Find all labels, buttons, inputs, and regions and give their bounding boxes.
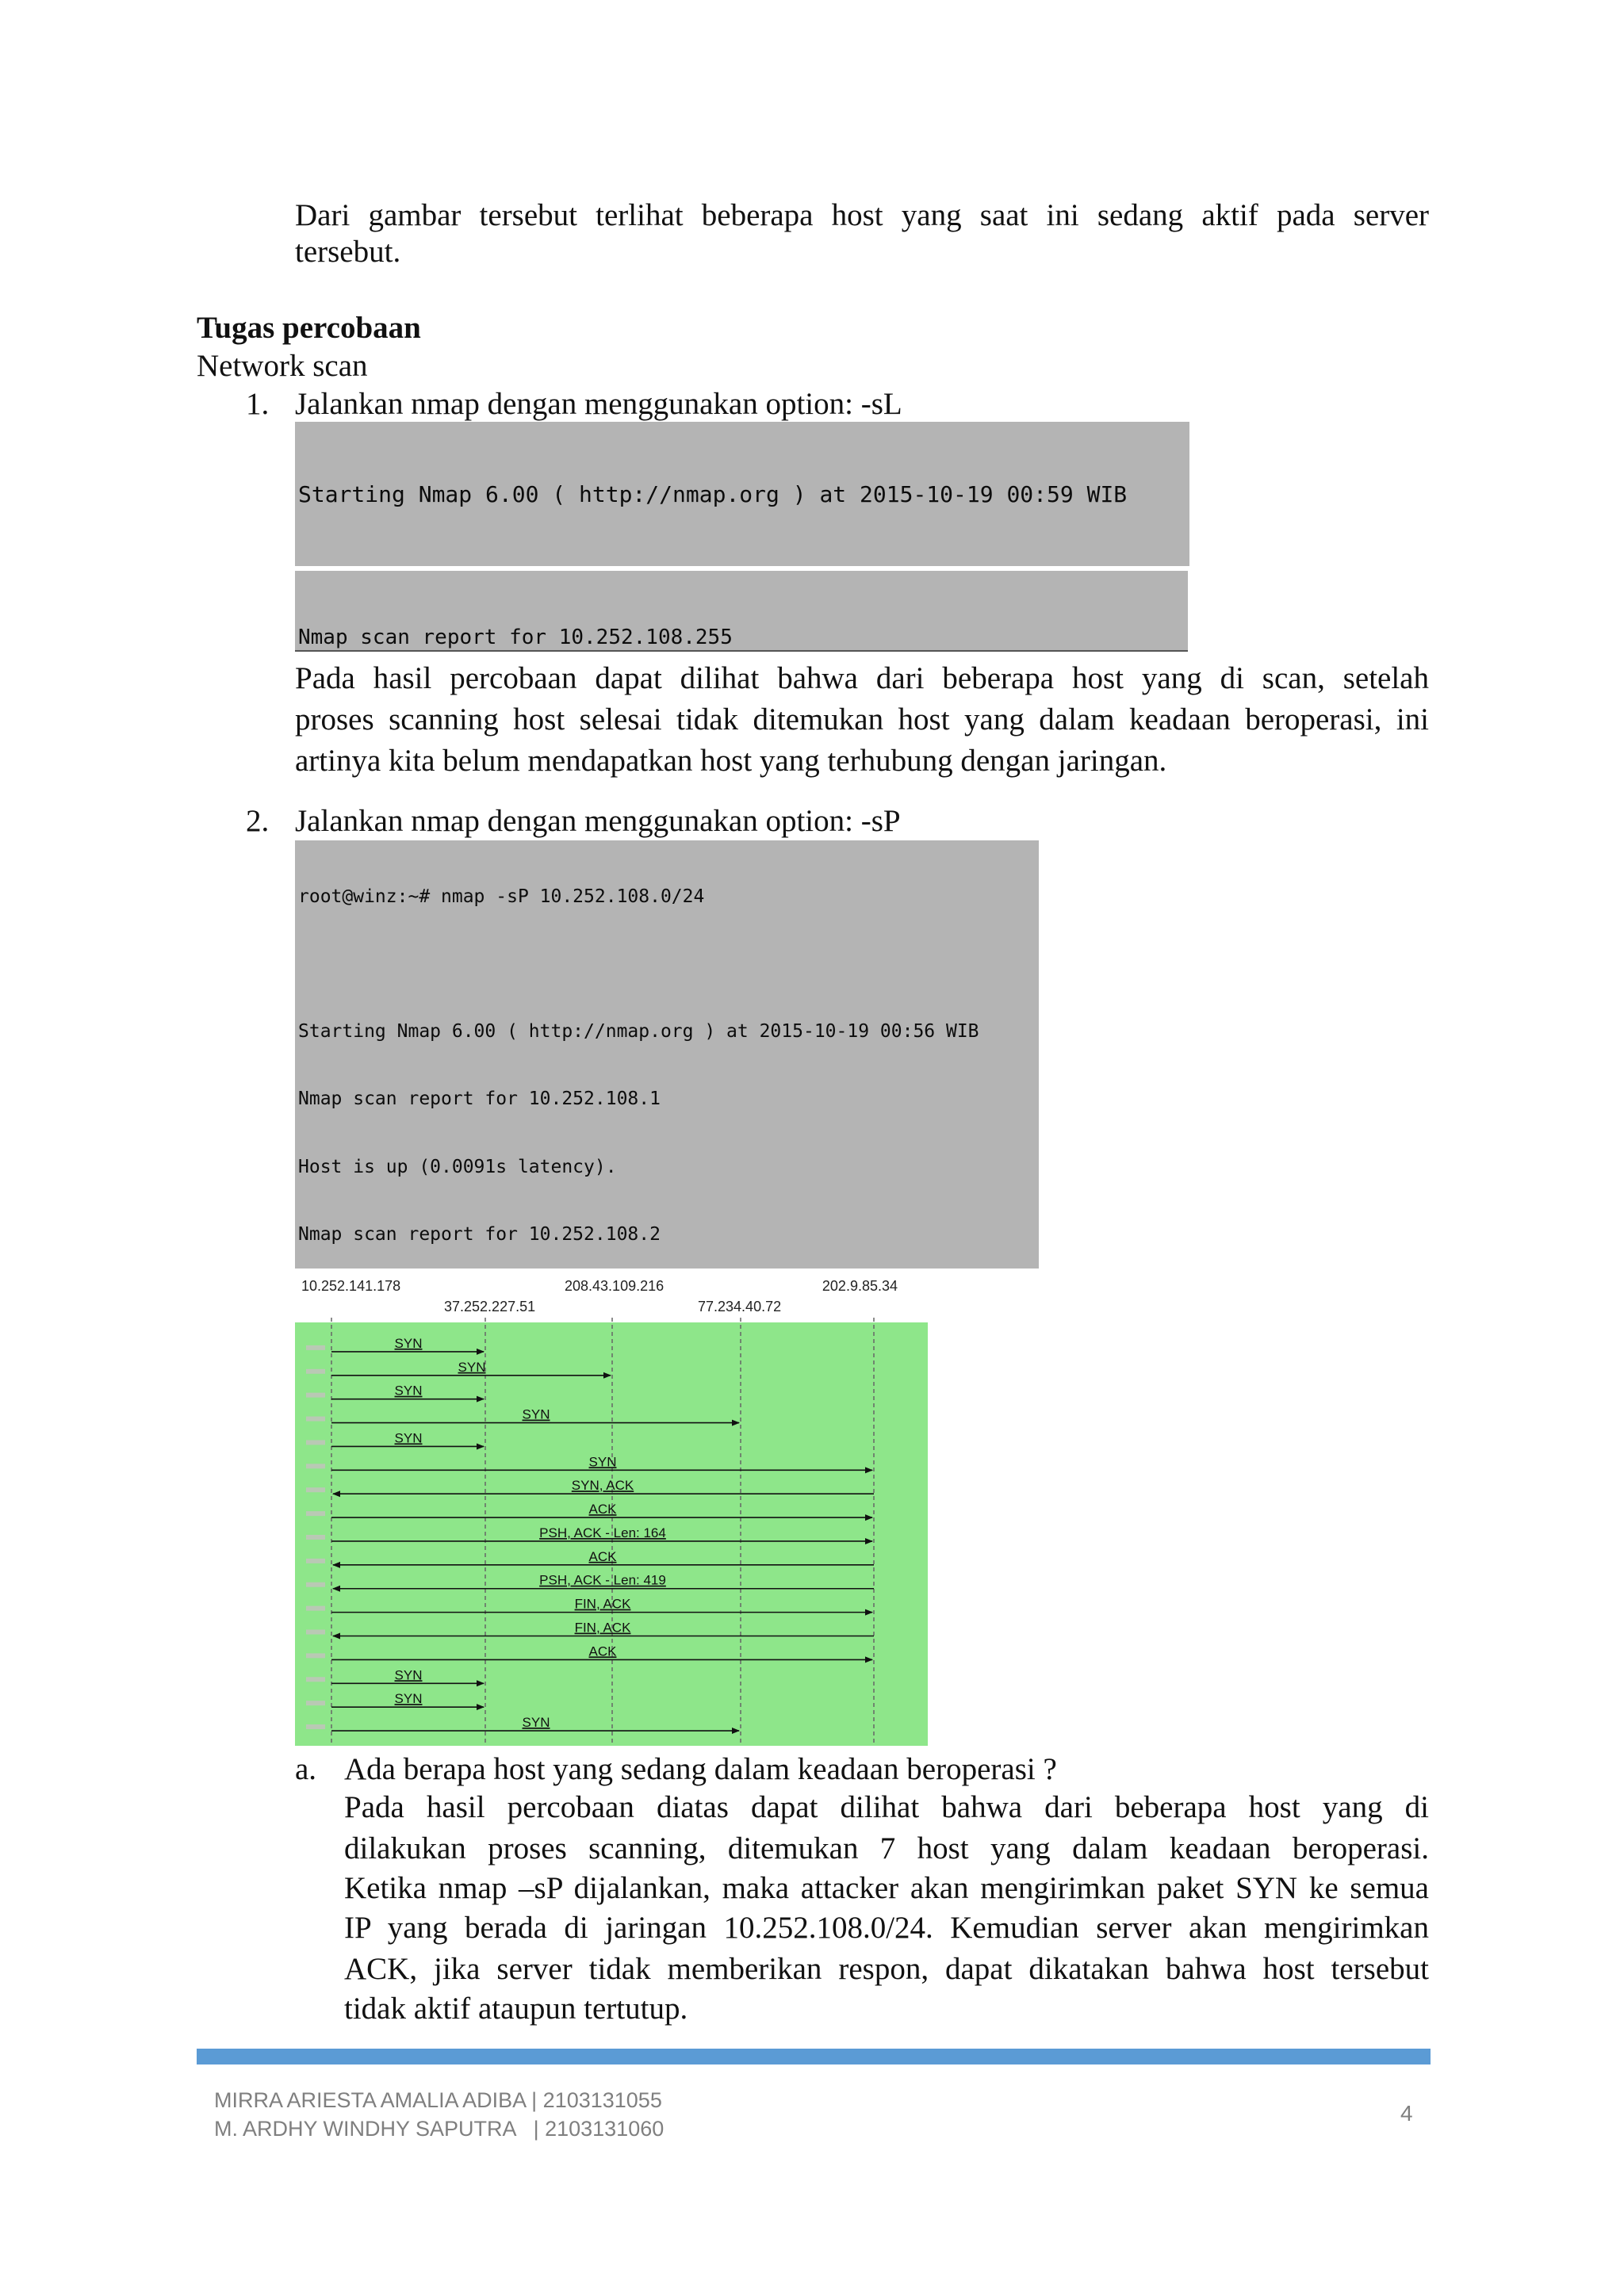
terminal-sl-top: [295, 422, 1189, 566]
question-a-letter: a.: [295, 1752, 317, 1786]
frame-marker: [306, 1582, 325, 1587]
tcp-flow-svg: [295, 1270, 928, 1746]
intro-line-1: Dari gambar tersebut terlihat beberapa host yang saat ini sedang aktif pada server: [295, 198, 1429, 232]
message-label: FIN, ACK: [574, 1620, 631, 1636]
frame-marker: [306, 1487, 325, 1492]
frame-marker: [306, 1417, 325, 1422]
footer-author-1: MIRRA ARIESTA AMALIA ADIBA | 2103131055: [214, 2088, 662, 2112]
message-label: SYN: [394, 1430, 423, 1446]
terminal-line: Nmap scan report for 10.252.108.1: [298, 1089, 661, 1110]
frame-marker: [306, 1440, 325, 1445]
frame-marker: [306, 1701, 325, 1705]
message-label: PSH, ACK - Len: 164: [539, 1525, 666, 1540]
terminal-line: Nmap scan report for 10.252.108.255: [298, 626, 733, 649]
frame-marker: [306, 1369, 325, 1374]
intro-line-2: tersebut.: [295, 235, 401, 269]
question-a-para-line-3: Ketika nmap –sP dijalankan, maka attacker akan mengirimkan paket SYN ke semua: [344, 1871, 1429, 1905]
message-label: PSH, ACK - Len: 419: [539, 1572, 666, 1588]
message-label: FIN, ACK: [574, 1596, 631, 1612]
item-1-number: 1.: [246, 387, 270, 421]
terminal-sp: [295, 840, 1039, 1269]
terminal-line: Starting Nmap 6.00 ( http://nmap.org ) at 2015-10-19 00:59 WIB: [298, 481, 1128, 507]
frame-marker: [306, 1464, 325, 1468]
footer-author-2: M. ARDHY WINDHY SAPUTRA | 2103131060: [214, 2117, 665, 2141]
message-label: ACK: [588, 1548, 617, 1564]
tcp-flow-diagram: [295, 1270, 928, 1746]
message-label: SYN: [394, 1667, 423, 1683]
host-label: 37.252.227.51: [444, 1299, 536, 1314]
frame-marker: [306, 1511, 325, 1516]
message-label: SYN: [522, 1406, 550, 1422]
message-label: SYN: [458, 1359, 486, 1375]
item-2-text: Jalankan nmap dengan menggunakan option: -sP: [295, 804, 901, 838]
footer-bar: [197, 2049, 1431, 2064]
host-label: 202.9.85.34: [822, 1278, 898, 1294]
frame-marker: [306, 1724, 325, 1729]
frame-marker: [306, 1535, 325, 1540]
host-label: 208.43.109.216: [565, 1278, 665, 1294]
item-1-text: Jalankan nmap dengan menggunakan option: -sL: [295, 387, 902, 421]
message-label: ACK: [588, 1502, 617, 1517]
question-a-para-line-5: ACK, jika server tidak memberikan respon, dapat dikatakan bahwa host tersebut: [344, 1952, 1429, 1986]
message-label: SYN, ACK: [571, 1478, 634, 1494]
terminal-line: Nmap scan report for 10.252.108.2: [298, 1223, 661, 1245]
frame-marker: [306, 1345, 325, 1350]
message-label: ACK: [588, 1644, 617, 1659]
message-label: SYN: [394, 1383, 423, 1399]
item-1-para-line-1: Pada hasil percobaan dapat dilihat bahwa dari beberapa host yang di scan, setelah: [295, 661, 1429, 695]
message-label: SYN: [394, 1691, 423, 1707]
host-label: 10.252.141.178: [301, 1278, 401, 1294]
message-label: SYN: [588, 1454, 617, 1470]
terminal-line: [298, 953, 1039, 975]
message-label: SYN: [394, 1335, 423, 1351]
question-a-text: Ada berapa host yang sedang dalam keadaan beroperasi ?: [344, 1752, 1057, 1786]
item-1-para-line-2: proses scanning host selesai tidak ditemukan host yang dalam keadaan beroperasi, ini: [295, 702, 1429, 737]
message-label: SYN: [522, 1715, 550, 1731]
section-subtitle: Network scan: [197, 349, 368, 383]
host-label: 77.234.40.72: [698, 1299, 782, 1314]
frame-marker: [306, 1653, 325, 1658]
question-a-para-line-6: tidak aktif ataupun tertutup.: [344, 1992, 688, 2026]
question-a-para-line-2: dilakukan proses scanning, ditemukan 7 host yang dalam keadaan beroperasi.: [344, 1831, 1429, 1866]
item-2-number: 2.: [246, 804, 270, 838]
question-a-para-line-1: Pada hasil percobaan diatas dapat dilihat bahwa dari beberapa host yang di: [344, 1790, 1429, 1824]
terminal-line: Host is up (0.0091s latency).: [298, 1156, 617, 1177]
page-number: 4: [1400, 2101, 1413, 2126]
question-a-para-line-4: IP yang berada di jaringan 10.252.108.0/24. Kemudian server akan mengirimkan: [344, 1911, 1429, 1945]
frame-marker: [306, 1559, 325, 1563]
terminal-line: root@winz:~# nmap -sP 10.252.108.0/24: [298, 886, 705, 907]
frame-marker: [306, 1393, 325, 1398]
frame-marker: [306, 1677, 325, 1682]
section-title: Tugas percobaan: [197, 311, 421, 345]
frame-marker: [306, 1606, 325, 1611]
terminal-sl-bottom: [295, 571, 1188, 652]
frame-marker: [306, 1630, 325, 1635]
item-1-para-line-3: artinya kita belum mendapatkan host yang terhubung dengan jaringan.: [295, 744, 1167, 778]
terminal-line: Starting Nmap 6.00 ( http://nmap.org ) at 2015-10-19 00:56 WIB: [298, 1021, 979, 1043]
